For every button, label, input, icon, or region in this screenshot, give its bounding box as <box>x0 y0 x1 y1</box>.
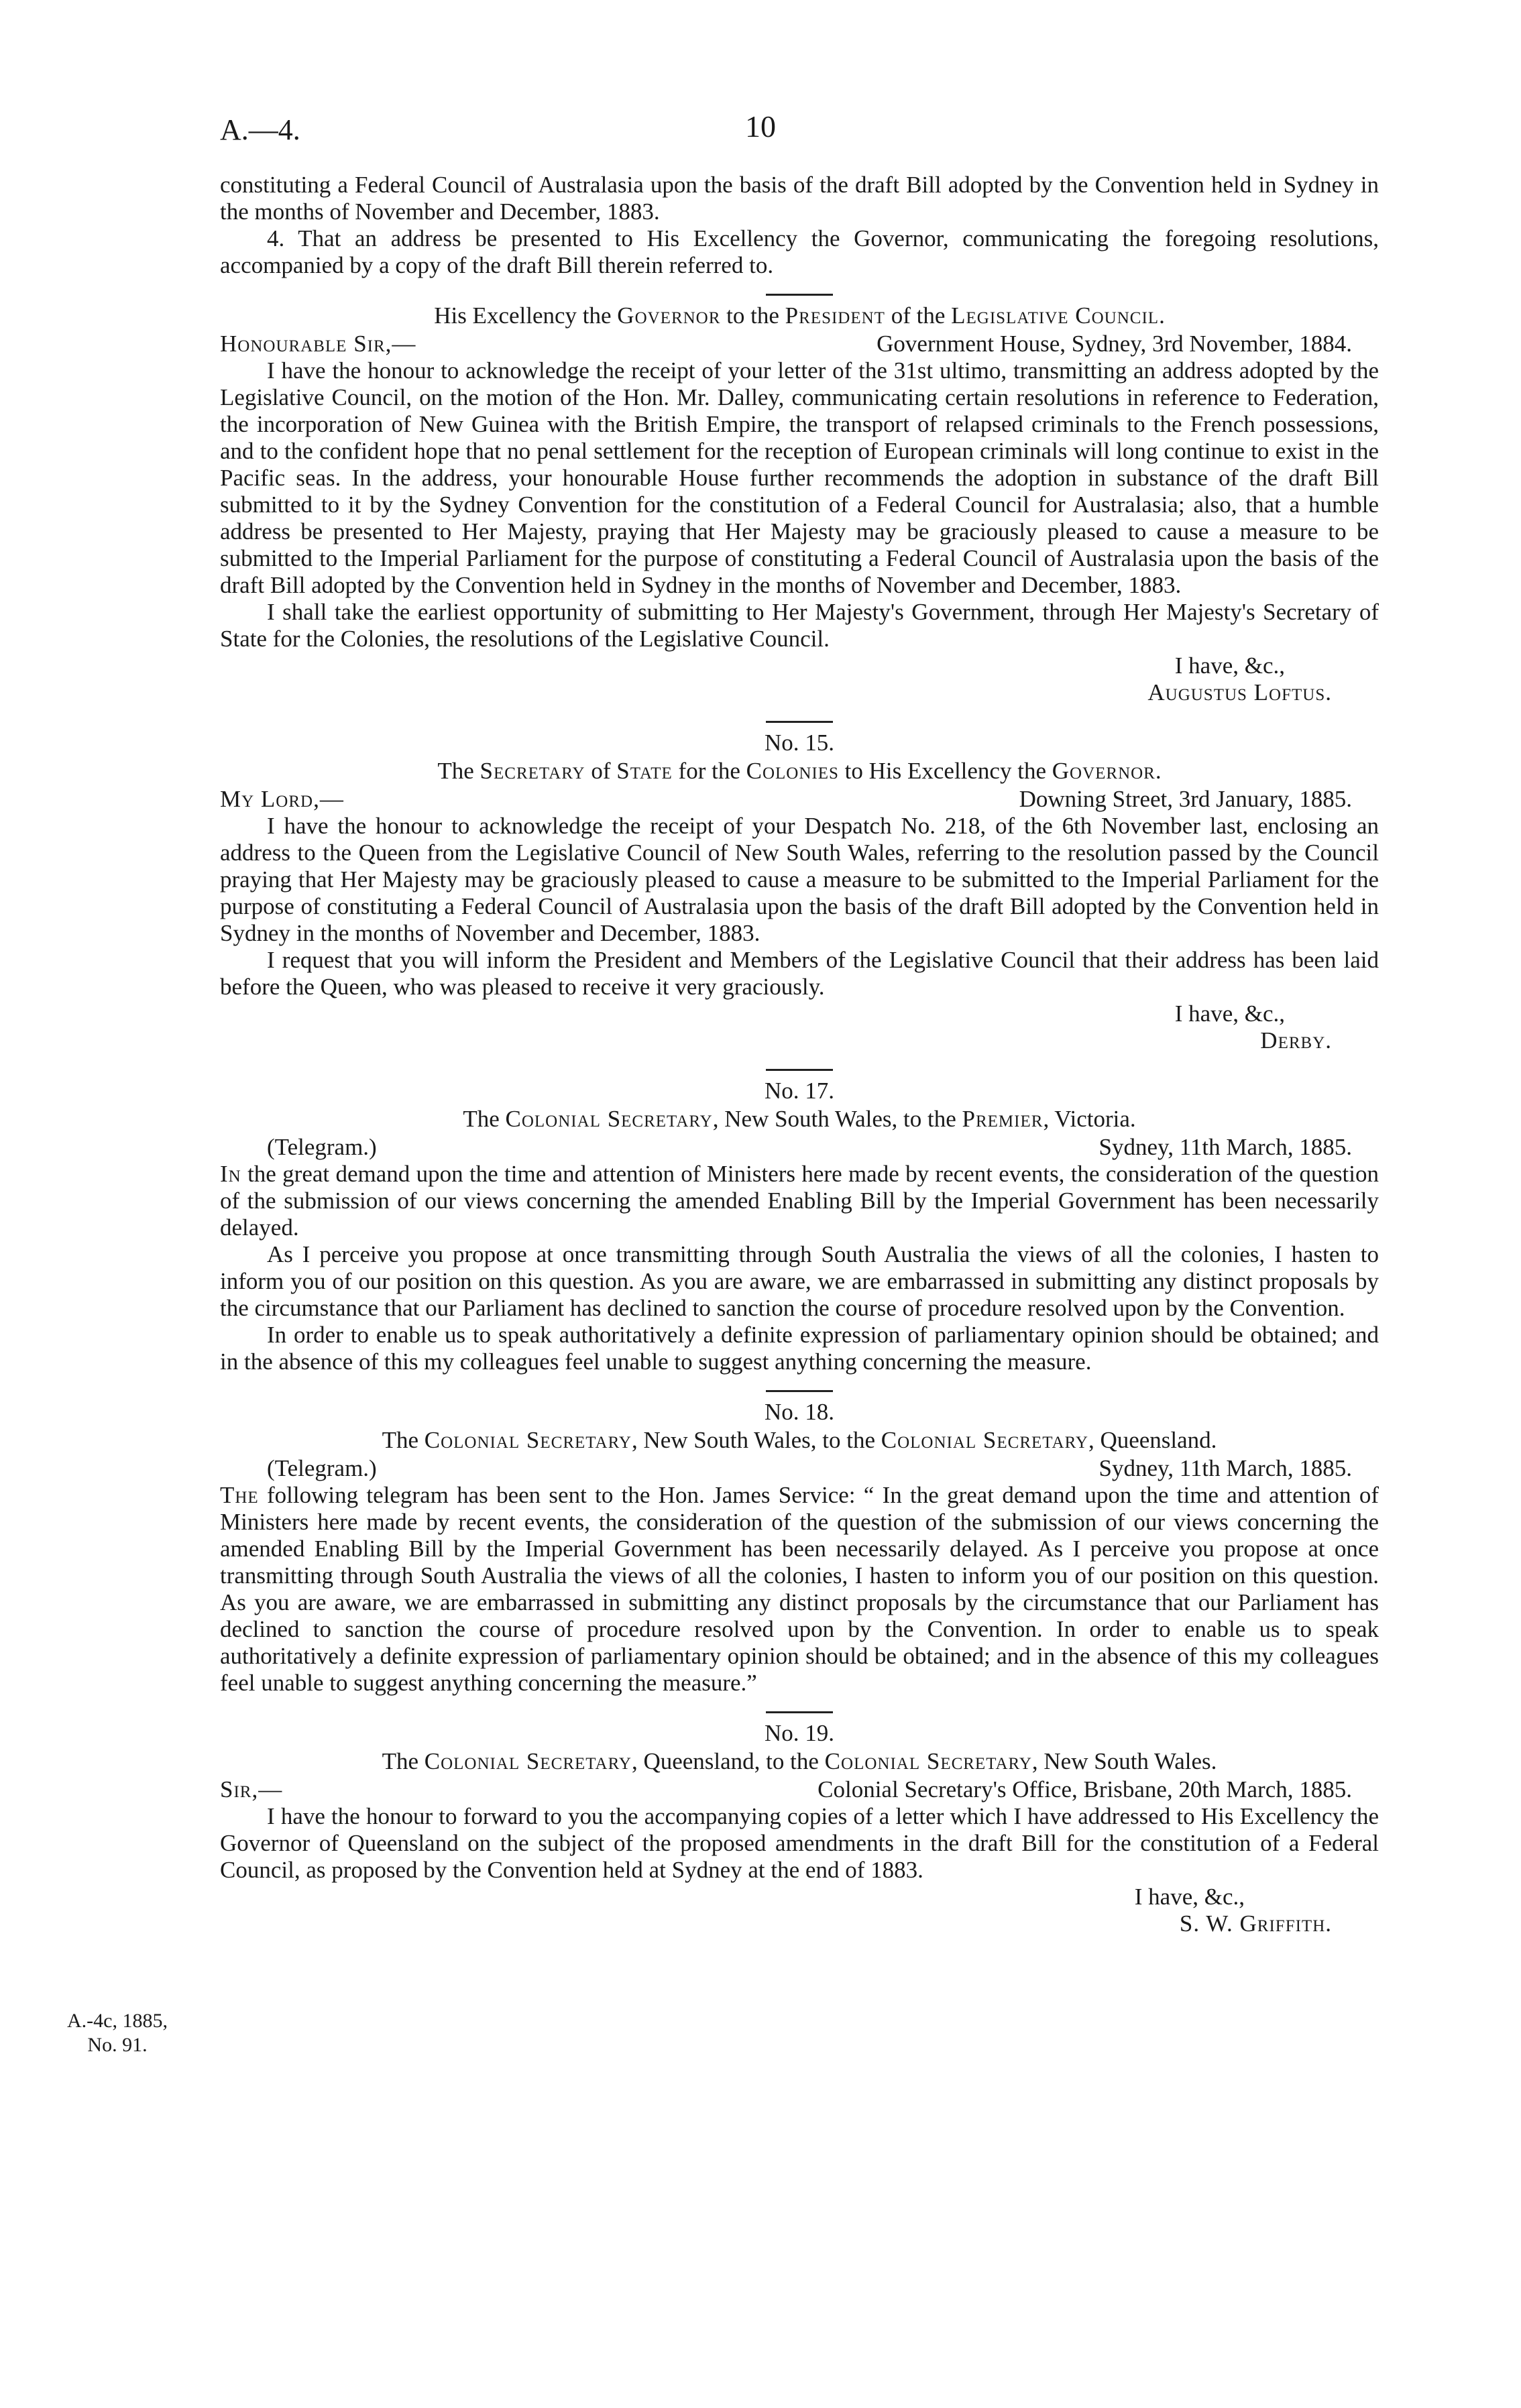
letter-no-17 <box>220 1078 1379 1375</box>
telegram-row <box>220 1134 1379 1161</box>
letter-number: No. 15. <box>764 730 835 756</box>
margin-note-number: No. 91. <box>87 2034 148 2056</box>
letter-heading: The Secretary of State for the Colonies to His Excellency the Governor. <box>437 758 1162 784</box>
letter-body: I request that you will inform the President and Members of the Legislative Council that their address has been laid before the Queen, who was pleased to receive it very graciously. <box>220 947 1379 1000</box>
salutation-row <box>220 1776 1379 1803</box>
letter-number: No. 17. <box>764 1078 835 1104</box>
signature: Augustus Loftus. <box>1147 679 1332 705</box>
telegram-row <box>220 1455 1379 1482</box>
section-divider <box>766 294 833 296</box>
resolution-4: 4. That an address be presented to His Excellency the Governor, communicating the foregoing resolutions, accompanied by a copy of the draft Bill therein referred to. <box>220 225 1379 278</box>
telegram-label: (Telegram.) <box>267 1134 377 1160</box>
salutation-row <box>220 786 1379 813</box>
letter-number: No. 19. <box>764 1720 835 1746</box>
document-reference: A.—4. <box>220 113 300 146</box>
letter-body: I have the honour to acknowledge the receipt of your Despatch No. 218, of the 6th November last, enclosing an address to the Queen from the Legislative Council of New South Wales, referring to the resolution passed by the Council praying that Her Majesty may be graciously pleased to cause a measure to be submitted to the Imperial Parliament for the purpose of constituting a Federal Council of Australasia upon the basis of the draft Bill adopted by the Convention held in Sydney in the months of November and December, 1883. <box>220 813 1379 946</box>
closing: I have, &c., <box>1134 1884 1245 1910</box>
place-date: Sydney, 11th March, 1885. <box>1098 1134 1352 1160</box>
letter-heading: The Colonial Secretary, New South Wales, to the Premier, Victoria. <box>463 1106 1136 1132</box>
letter-body: I shall take the earliest opportunity of submitting to Her Majesty's Government, through Her Majesty's Secretary of State for the Colonies, the resolutions of the Legislative Council. <box>220 599 1379 652</box>
signature: S. W. Griffith. <box>1179 1910 1332 1937</box>
telegram-label: (Telegram.) <box>267 1455 377 1481</box>
letter-no-15 <box>220 730 1379 1054</box>
section-divider <box>766 721 833 723</box>
letter-no-18 <box>220 1399 1379 1697</box>
closing: I have, &c., <box>1174 1000 1285 1027</box>
letter-body: As I perceive you propose at once transmitting through South Australia the views of all the colonies, I hasten to inform you of our position on this question. As you are aware, we are embarrassed in submitting any distinct proposals by the circumstance that our Parliament has declined to sanction the course of procedure resolved upon by the Convention. <box>220 1241 1379 1321</box>
signature: Derby. <box>1260 1027 1332 1053</box>
document-body <box>220 172 1379 1937</box>
margin-note <box>40 2009 194 2057</box>
letter-heading: The Colonial Secretary, Queensland, to the Colonial Secretary, New South Wales. <box>382 1748 1217 1774</box>
salutation: Sir,— <box>220 1776 283 1802</box>
salutation: My Lord,— <box>220 786 344 812</box>
section-divider <box>766 1711 833 1713</box>
place-date: Sydney, 11th March, 1885. <box>1098 1455 1352 1481</box>
letter-number: No. 18. <box>764 1399 835 1425</box>
salutation: Honourable Sir,— <box>220 331 416 357</box>
place-date: Government House, Sydney, 3rd November, 1884. <box>877 331 1352 357</box>
page-number: 10 <box>745 109 776 144</box>
letter-body: The following telegram has been sent to the Hon. James Service: “ In the great demand upon the time and attention of Ministers here made by recent events, the consideration of the question of the submission of our views concerning the amended Enabling Bill by the Imperial Government has been necessarily delayed. As I perceive you propose at once transmitting through South Australia the views of all the colonies, I hasten to inform you of our position on this question. As you are aware, we are embarrassed in submitting any distinct proposals by the circumstance that our Parliament has declined to sanction the course of procedure resolved upon by the Convention. In order to enable us to speak authoritatively a definite expression of parliamentary opinion should be obtained; and in the absence of this my colleagues feel unable to suggest anything concerning the measure.” <box>220 1482 1379 1696</box>
letter-heading: His Excellency the Governor to the President of the Legislative Council. <box>434 302 1165 329</box>
opening-paragraph: constituting a Federal Council of Australasia upon the basis of the draft Bill adopted by the Convention held in Sydney in the months of November and December, 1883. <box>220 172 1379 225</box>
section-divider <box>766 1390 833 1392</box>
letter-body: In order to enable us to speak authoritatively a definite expression of parliamentary opinion should be obtained; and in the absence of this my colleagues feel unable to suggest anything concerning the measure. <box>220 1322 1379 1375</box>
letter-heading: The Colonial Secretary, New South Wales, to the Colonial Secretary, Queensland. <box>382 1427 1217 1453</box>
salutation-row <box>220 331 1379 357</box>
letter-body: In the great demand upon the time and attention of Ministers here made by recent events, the consideration of the question of the submission of our views concerning the amended Enabling Bill by the Imperial Government has been necessarily delayed. <box>220 1161 1379 1241</box>
letter-no-19 <box>220 1720 1379 1937</box>
letter-body: I have the honour to acknowledge the receipt of your letter of the 31st ultimo, transmitting an address adopted by the Legislative Council, on the motion of the Hon. Mr. Dalley, communicating certain resolutions in reference to Federation, the incorporation of New Guinea with the British Empire, the transport of relapsed criminals to the French possessions, and to the confident hope that no penal settlement for the reception of European criminals will long continue to exist in the Pacific seas. In the address, your honourable House further recommends the adoption in substance of the draft Bill submitted to it by the Sydney Convention for the constitution of a Federal Council for Australasia; also, that a humble address be presented to Her Majesty, praying that Her Majesty may be graciously pleased to cause a measure to be submitted to the Imperial Parliament for the purpose of constituting a Federal Council of Australasia upon the basis of the draft Bill adopted by the Convention held in Sydney in the months of November and December, 1883. <box>220 357 1379 598</box>
closing: I have, &c., <box>1174 652 1285 679</box>
place-date: Downing Street, 3rd January, 1885. <box>1019 786 1352 812</box>
place-date: Colonial Secretary's Office, Brisbane, 20th March, 1885. <box>818 1776 1352 1802</box>
letter-governor-to-president <box>220 302 1379 706</box>
letter-body: I have the honour to forward to you the accompanying copies of a letter which I have addressed to His Excellency the Governor of Queensland on the subject of the proposed amendments in the draft Bill for the constitution of a Federal Council, as proposed by the Convention held at Sydney at the end of 1883. <box>220 1803 1379 1883</box>
margin-note-ref: A.-4c, 1885, <box>67 2010 168 2032</box>
section-divider <box>766 1069 833 1071</box>
